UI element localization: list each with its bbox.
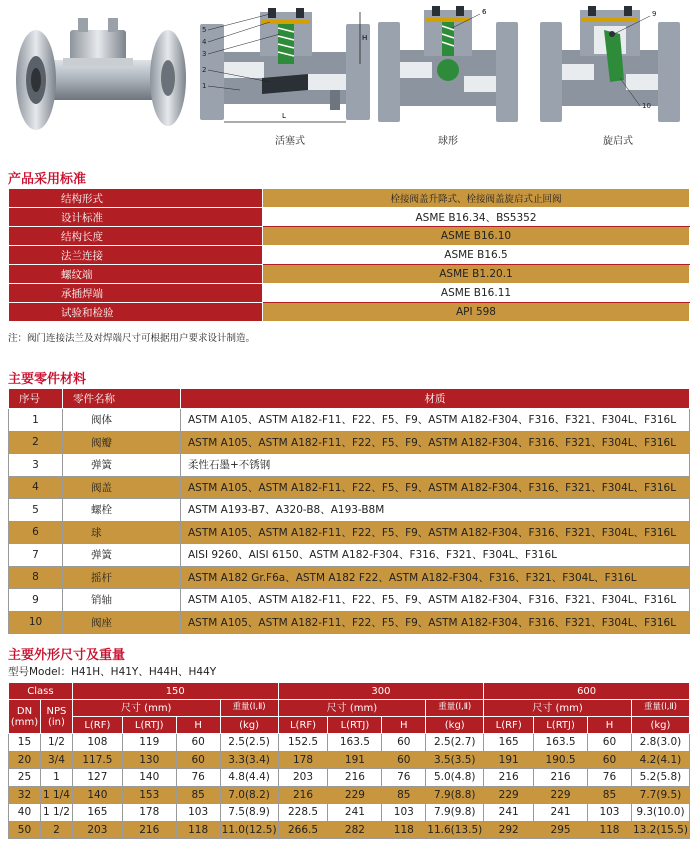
part-material: ASTM A105、ASTM A182-F11、F22、F5、F9、ASTM A182-F304、F316、F321、F304L、F316L xyxy=(181,431,690,454)
h-cell: 103 xyxy=(588,804,632,822)
standards-row xyxy=(9,284,690,303)
standard-value: ASME B16.11 xyxy=(263,284,690,303)
part-name: 弹簧 xyxy=(63,454,181,477)
l-rf-cell: 165 xyxy=(72,804,122,822)
h-cell: 103 xyxy=(176,804,220,822)
part-no: 7 xyxy=(9,544,63,567)
dim-h-label: H xyxy=(362,34,368,42)
weight-cell: 3.3(3.4) xyxy=(220,751,278,769)
l-rtj-cell: 241 xyxy=(328,804,382,822)
dn-cell: 50 xyxy=(9,821,41,839)
l-rf-cell: 292 xyxy=(484,821,534,839)
parts-row xyxy=(9,611,690,634)
parts-row xyxy=(9,454,690,477)
standard-value: API 598 xyxy=(263,303,690,322)
h-cell: 76 xyxy=(588,769,632,787)
header-l-rtj: L(RTJ) xyxy=(122,717,176,734)
weight-cell: 7.0(8.2) xyxy=(220,786,278,804)
h-cell: 60 xyxy=(382,751,426,769)
parts-table xyxy=(8,388,690,634)
weight-cell: 11.0(12.5) xyxy=(220,821,278,839)
part-no: 5 xyxy=(9,499,63,522)
model-line: 型号Model：H41H、H41Y、H44H、H44Y xyxy=(8,666,217,678)
standard-value: ASME B16.10 xyxy=(263,227,690,246)
part-material: ASTM A105、ASTM A182-F11、F22、F5、F9、ASTM A182-F304、F316、F321、F304L、F316L xyxy=(181,611,690,634)
header-h: H xyxy=(176,717,220,734)
header-size: 尺寸 (mm) xyxy=(72,700,220,717)
header-size: 尺寸 (mm) xyxy=(484,700,632,717)
parts-header-material: 材质 xyxy=(181,389,690,409)
part-name: 阀座 xyxy=(63,611,181,634)
h-cell: 76 xyxy=(176,769,220,787)
weight-cell: 7.5(8.9) xyxy=(220,804,278,822)
dn-cell: 20 xyxy=(9,751,41,769)
nps-cell: 2 xyxy=(40,821,72,839)
l-rf-cell: 203 xyxy=(278,769,328,787)
parts-row xyxy=(9,499,690,522)
l-rf-cell: 117.5 xyxy=(72,751,122,769)
header-weight: 重量(Ⅰ,Ⅱ) xyxy=(220,700,278,717)
parts-header-row xyxy=(9,389,690,409)
l-rtj-cell: 119 xyxy=(122,734,176,752)
callout-3: 3 xyxy=(202,50,207,58)
l-rtj-cell: 216 xyxy=(328,769,382,787)
part-material: 柔性石墨+不锈钢 xyxy=(181,454,690,477)
weight-cell: 5.0(4.8) xyxy=(426,769,484,787)
l-rtj-cell: 295 xyxy=(534,821,588,839)
l-rtj-cell: 190.5 xyxy=(534,751,588,769)
h-cell: 118 xyxy=(382,821,426,839)
standard-value: ASME B16.34、BS5352 xyxy=(263,208,690,227)
dimension-row xyxy=(9,804,690,822)
header-l-rf: L(RF) xyxy=(278,717,328,734)
standard-value: 栓接阀盖升降式、栓接阀盖旋启式止回阀 xyxy=(263,189,690,208)
dimension-row xyxy=(9,751,690,769)
piston-type-diagram xyxy=(200,4,370,132)
l-rtj-cell: 229 xyxy=(328,786,382,804)
l-rtj-cell: 241 xyxy=(534,804,588,822)
h-cell: 85 xyxy=(176,786,220,804)
header-l-rf: L(RF) xyxy=(484,717,534,734)
part-name: 螺栓 xyxy=(63,499,181,522)
weight-cell: 7.9(9.8) xyxy=(426,804,484,822)
header-weight: 重量(Ⅰ,Ⅱ) xyxy=(631,700,689,717)
header-l-rf: L(RF) xyxy=(72,717,122,734)
header-kg: (kg) xyxy=(426,717,484,734)
header-nps: NPS (in) xyxy=(40,700,72,734)
dim-l-label: L xyxy=(282,112,286,120)
part-name: 阀盖 xyxy=(63,476,181,499)
dimension-row xyxy=(9,769,690,787)
header-size: 尺寸 (mm) xyxy=(278,700,426,717)
part-no: 4 xyxy=(9,476,63,499)
parts-row xyxy=(9,431,690,454)
standard-label: 法兰连接 xyxy=(9,246,263,265)
l-rf-cell: 216 xyxy=(278,786,328,804)
nps-cell: 1 1/2 xyxy=(40,804,72,822)
l-rtj-cell: 191 xyxy=(328,751,382,769)
dimensions-body xyxy=(9,734,690,839)
l-rf-cell: 127 xyxy=(72,769,122,787)
weight-cell: 7.9(8.8) xyxy=(426,786,484,804)
header-l-rtj: L(RTJ) xyxy=(534,717,588,734)
l-rf-cell: 108 xyxy=(72,734,122,752)
dn-cell: 25 xyxy=(9,769,41,787)
standard-label: 承插焊端 xyxy=(9,284,263,303)
header-dn: DN (mm) xyxy=(9,700,41,734)
standards-note: 注：阀门连接法兰及对焊端尺寸可根据用户要求设计制造。 xyxy=(8,333,256,344)
l-rf-cell: 228.5 xyxy=(278,804,328,822)
part-material: ASTM A105、ASTM A182-F11、F22、F5、F9、ASTM A182-F304、F316、F321、F304L、F316L xyxy=(181,409,690,432)
part-material: ASTM A105、ASTM A182-F11、F22、F5、F9、ASTM A182-F304、F316、F321、F304L、F316L xyxy=(181,476,690,499)
dimension-row xyxy=(9,821,690,839)
standard-label: 结构形式 xyxy=(9,189,263,208)
parts-header-no: 序号 xyxy=(9,389,63,409)
ball-type-diagram xyxy=(378,4,518,132)
parts-row xyxy=(9,409,690,432)
part-name: 球 xyxy=(63,521,181,544)
standards-title: 产品采用标准 xyxy=(8,172,87,187)
l-rf-cell: 178 xyxy=(278,751,328,769)
part-no: 1 xyxy=(9,409,63,432)
h-cell: 76 xyxy=(382,769,426,787)
weight-cell: 7.7(9.5) xyxy=(631,786,689,804)
dimensions-table xyxy=(8,682,690,839)
part-no: 3 xyxy=(9,454,63,477)
parts-row xyxy=(9,566,690,589)
header-weight: 重量(Ⅰ,Ⅱ) xyxy=(426,700,484,717)
header-class-150: 150 xyxy=(72,683,278,700)
standard-value: ASME B1.20.1 xyxy=(263,265,690,284)
dn-cell: 15 xyxy=(9,734,41,752)
callout-10: 10 xyxy=(642,102,651,110)
part-name: 阀瓣 xyxy=(63,431,181,454)
part-name: 销轴 xyxy=(63,589,181,612)
standards-row xyxy=(9,265,690,284)
standard-label: 结构长度 xyxy=(9,227,263,246)
weight-cell: 5.2(5.8) xyxy=(631,769,689,787)
dn-cell: 32 xyxy=(9,786,41,804)
part-no: 6 xyxy=(9,521,63,544)
l-rtj-cell: 282 xyxy=(328,821,382,839)
l-rtj-cell: 153 xyxy=(122,786,176,804)
l-rf-cell: 266.5 xyxy=(278,821,328,839)
dimension-row xyxy=(9,734,690,752)
l-rf-cell: 241 xyxy=(484,804,534,822)
valve-photo xyxy=(8,12,193,132)
part-material: AISI 9260、AISI 6150、ASTM A182-F304、F316、F321、F304L、F316L xyxy=(181,544,690,567)
weight-cell: 2.8(3.0) xyxy=(631,734,689,752)
h-cell: 60 xyxy=(176,734,220,752)
h-cell: 103 xyxy=(382,804,426,822)
part-no: 8 xyxy=(9,566,63,589)
header-kg: (kg) xyxy=(220,717,278,734)
part-no: 10 xyxy=(9,611,63,634)
l-rtj-cell: 163.5 xyxy=(534,734,588,752)
callout-4: 4 xyxy=(202,38,207,46)
l-rtj-cell: 216 xyxy=(534,769,588,787)
h-cell: 60 xyxy=(382,734,426,752)
standards-row xyxy=(9,189,690,208)
l-rtj-cell: 229 xyxy=(534,786,588,804)
figures-area xyxy=(0,0,700,160)
part-name: 阀体 xyxy=(63,409,181,432)
l-rtj-cell: 178 xyxy=(122,804,176,822)
l-rf-cell: 152.5 xyxy=(278,734,328,752)
nps-cell: 1 xyxy=(40,769,72,787)
dim-header-row-3 xyxy=(9,717,690,734)
header-class-600: 600 xyxy=(484,683,690,700)
standard-value: ASME B16.5 xyxy=(263,246,690,265)
header-h: H xyxy=(382,717,426,734)
part-material: ASTM A105、ASTM A182-F11、F22、F5、F9、ASTM A182-F304、F316、F321、F304L、F316L xyxy=(181,589,690,612)
parts-row xyxy=(9,521,690,544)
callout-6: 6 xyxy=(482,8,487,16)
header-class-300: 300 xyxy=(278,683,484,700)
part-material: ASTM A105、ASTM A182-F11、F22、F5、F9、ASTM A182-F304、F316、F321、F304L、F316L xyxy=(181,521,690,544)
caption-swing-type: 旋启式 xyxy=(603,136,633,147)
standards-row xyxy=(9,208,690,227)
callout-1: 1 xyxy=(202,82,207,90)
swing-type-diagram xyxy=(540,4,680,132)
nps-cell: 1/2 xyxy=(40,734,72,752)
callout-5: 5 xyxy=(202,26,207,34)
l-rf-cell: 140 xyxy=(72,786,122,804)
l-rf-cell: 216 xyxy=(484,769,534,787)
header-class: Class xyxy=(9,683,73,700)
dn-cell: 40 xyxy=(9,804,41,822)
standards-row xyxy=(9,227,690,246)
standards-row xyxy=(9,303,690,322)
standards-row xyxy=(9,246,690,265)
weight-cell: 4.2(4.1) xyxy=(631,751,689,769)
l-rtj-cell: 216 xyxy=(122,821,176,839)
part-material: ASTM A182 Gr.F6a、ASTM A182 F22、ASTM A182-F304、F316、F321、F304L、F316L xyxy=(181,566,690,589)
parts-row xyxy=(9,544,690,567)
callout-2: 2 xyxy=(202,66,207,74)
dimensions-title: 主要外形尺寸及重量 xyxy=(8,648,126,663)
caption-piston-type: 活塞式 xyxy=(275,136,305,147)
weight-cell: 4.8(4.4) xyxy=(220,769,278,787)
weight-cell: 11.6(13.5) xyxy=(426,821,484,839)
h-cell: 85 xyxy=(588,786,632,804)
parts-row xyxy=(9,476,690,499)
weight-cell: 3.5(3.5) xyxy=(426,751,484,769)
part-no: 2 xyxy=(9,431,63,454)
h-cell: 118 xyxy=(588,821,632,839)
header-kg: (kg) xyxy=(631,717,689,734)
header-h: H xyxy=(588,717,632,734)
standard-label: 螺纹端 xyxy=(9,265,263,284)
weight-cell: 2.5(2.5) xyxy=(220,734,278,752)
dim-header-row-2 xyxy=(9,700,690,717)
l-rtj-cell: 130 xyxy=(122,751,176,769)
part-name: 摇杆 xyxy=(63,566,181,589)
l-rtj-cell: 140 xyxy=(122,769,176,787)
dim-header-row-1 xyxy=(9,683,690,700)
l-rf-cell: 203 xyxy=(72,821,122,839)
weight-cell: 2.5(2.7) xyxy=(426,734,484,752)
l-rtj-cell: 163.5 xyxy=(328,734,382,752)
part-name: 弹簧 xyxy=(63,544,181,567)
parts-title: 主要零件材料 xyxy=(8,372,87,387)
part-no: 9 xyxy=(9,589,63,612)
h-cell: 118 xyxy=(176,821,220,839)
nps-cell: 3/4 xyxy=(40,751,72,769)
l-rf-cell: 229 xyxy=(484,786,534,804)
caption-ball-type: 球形 xyxy=(438,136,458,147)
dimension-row xyxy=(9,786,690,804)
part-material: ASTM A193-B7、A320-B8、A193-B8M xyxy=(181,499,690,522)
weight-cell: 13.2(15.5) xyxy=(631,821,689,839)
h-cell: 60 xyxy=(176,751,220,769)
h-cell: 85 xyxy=(382,786,426,804)
standard-label: 试验和检验 xyxy=(9,303,263,322)
standards-table xyxy=(8,188,690,322)
standard-label: 设计标准 xyxy=(9,208,263,227)
nps-cell: 1 1/4 xyxy=(40,786,72,804)
h-cell: 60 xyxy=(588,751,632,769)
weight-cell: 9.3(10.0) xyxy=(631,804,689,822)
parts-row xyxy=(9,589,690,612)
l-rf-cell: 165 xyxy=(484,734,534,752)
callout-9: 9 xyxy=(652,10,657,18)
parts-header-name: 零件名称 xyxy=(63,389,181,409)
l-rf-cell: 191 xyxy=(484,751,534,769)
h-cell: 60 xyxy=(588,734,632,752)
header-l-rtj: L(RTJ) xyxy=(328,717,382,734)
